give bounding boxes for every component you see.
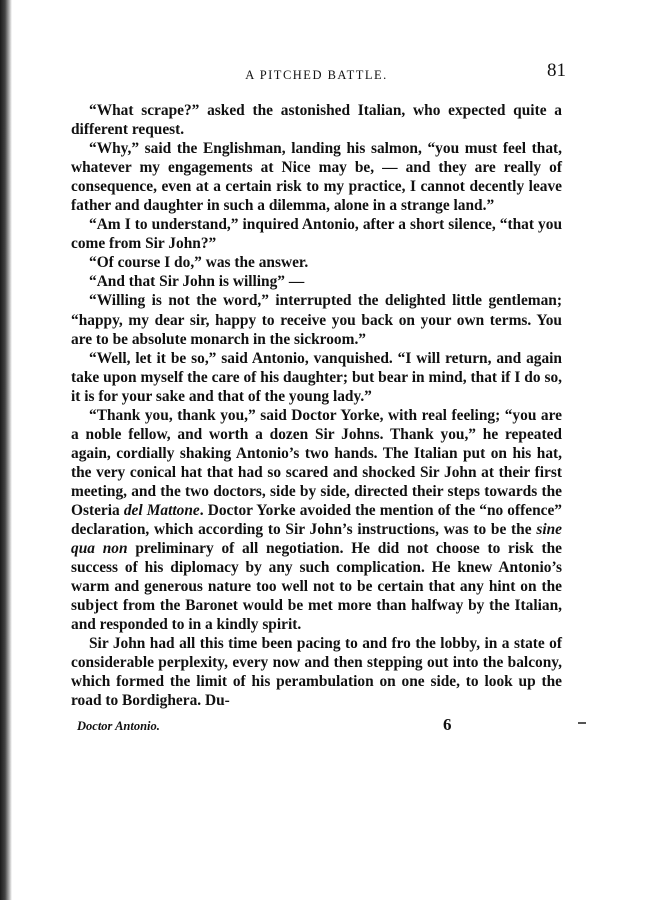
- paragraph: “And that Sir John is willing” —: [89, 273, 305, 291]
- paragraph-text: “Thank you, thank you,” said Doctor Yorke, with real feeling; “you are a noble fellow, and worth a dozen Sir Johns. Thank you,” he repeated again, cordially shaking Antonio’s two hands. The Italian put on his hat, the very conical hat that had so scared and shocked Sir John at their first meeting, and the two doctors, side by side, directed their steps towards the Osteria: [71, 406, 562, 519]
- paragraph: “Of course I do,” was the answer.: [89, 254, 309, 272]
- paragraph-long: [71, 406, 562, 635]
- book-page: [71, 58, 566, 739]
- paragraph: “What scrape?” asked the astonished Italian, who expected quite a different request.: [71, 102, 562, 139]
- signature-line: Doctor Antonio.: [77, 718, 160, 733]
- paragraph: “Why,” said the Englishman, landing his salmon, “you must feel that, whatever my engagements at Nice may be, — and they are really of consequence, even at a certain risk to my practice, I cannot decently leave father and daughter in such a dilemma, alone in a strange land.”: [71, 140, 562, 215]
- page-footer: [71, 714, 562, 739]
- italic-phrase: del Mattone: [123, 501, 200, 519]
- italic-phrase: sine qua non: [71, 521, 562, 558]
- scan-edge: [0, 0, 12, 900]
- page-header: [71, 58, 566, 88]
- body-text: [71, 101, 562, 711]
- paragraph: “Well, let it be so,” said Antonio, vanquished. “I will return, and again take upon myself the care of his daughter; but bear in mind, that if I do so, it is for your sake and that of the young lady.”: [71, 349, 562, 405]
- running-title: A PITCHED BATTLE.: [245, 68, 388, 82]
- paragraph: “Am I to understand,” inquired Antonio, after a short silence, “that you come from Sir John?”: [71, 216, 562, 253]
- paragraph-final: Sir John had all this time been pacing to and fro the lobby, in a state of considerable perplexity, every now and then stepping out into the balcony, which formed the limit of his perambulation on one side, to look up the road to Bordighera. Du-: [71, 635, 562, 710]
- paragraph: “Willing is not the word,” interrupted the delighted little gentleman; “happy, my dear sir, happy to receive you back on your own terms. You are to be absolute monarch in the sickroom.”: [71, 292, 562, 348]
- paragraph-text: . Doctor Yorke avoided the mention of the “no offence” declaration, which according to Sir John’s instructions, was to be the: [71, 501, 562, 539]
- signature-mark: 6: [443, 714, 452, 734]
- paragraph-text: preliminary of all negotiation. He did not choose to risk the success of his diplomacy by any such complication. He knew Antonio’s warm and generous nature too well not to be certain that any hint on the subject from the Baronet would be met more than halfway by the Italian, and responded to in a kindly spirit.: [71, 540, 562, 634]
- margin-mark: [578, 722, 586, 724]
- page-number: 81: [547, 60, 566, 81]
